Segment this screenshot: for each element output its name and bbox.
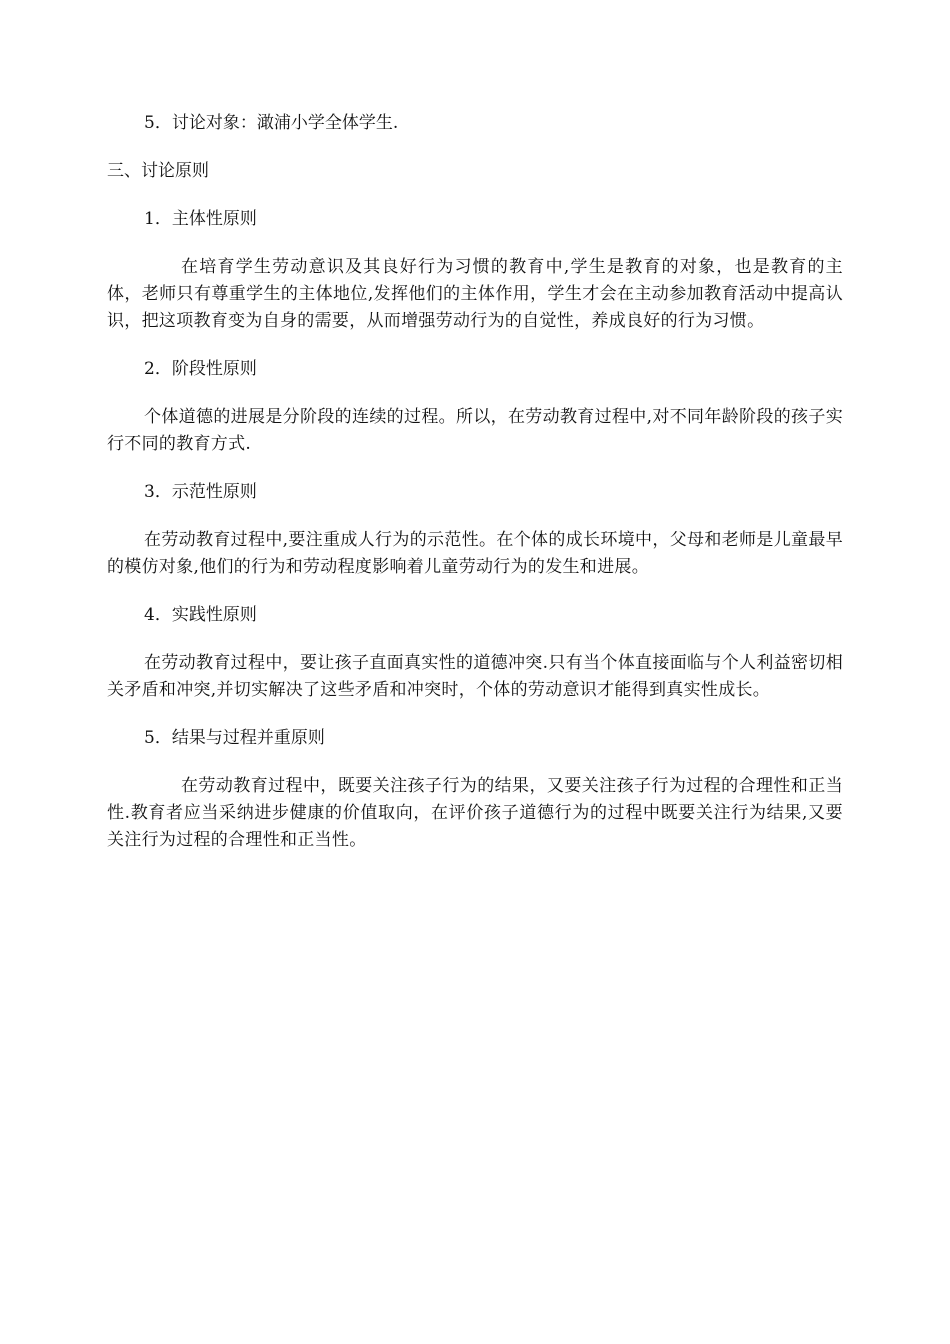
item-heading-subjectivity-principle: 1．主体性原则 <box>144 209 257 229</box>
paragraph-subjectivity: 在培育学生劳动意识及其良好行为习惯的教育中,学生是教育的对象，也是教育的主体，老师只有尊重学生的主体地位,发挥他们的主体作用，学生才会在主动参加教育活动中提高认识，把这项教育变为自身的需要，从而增强劳动行为的自觉性，养成良好的行为习惯。 <box>107 257 843 331</box>
item-heading-result-process-principle: 5．结果与过程并重原则 <box>144 728 325 748</box>
item-heading-research-subjects: 5．讨论对象：澉浦小学全体学生. <box>144 113 399 133</box>
item-heading-practice-principle: 4．实践性原则 <box>144 605 257 625</box>
item-heading-demonstration-principle: 3．示范性原则 <box>144 482 257 502</box>
paragraph-practice: 在劳动教育过程中，要让孩子直面真实性的道德冲突.只有当个体直接面临与个人利益密切相关矛盾和冲突,并切实解决了这些矛盾和冲突时，个体的劳动意识才能得到真实性成长。 <box>107 653 843 700</box>
paragraph-demonstration: 在劳动教育过程中,要注重成人行为的示范性。在个体的成长环境中，父母和老师是儿童最早的模仿对象,他们的行为和劳动程度影响着儿童劳动行为的发生和进展。 <box>107 530 843 577</box>
section-heading-research-principles: 三、讨论原则 <box>107 161 209 181</box>
document-page <box>107 110 843 875</box>
item-heading-stage-principle: 2．阶段性原则 <box>144 359 257 379</box>
paragraph-stage: 个体道德的进展是分阶段的连续的过程。所以，在劳动教育过程中,对不同年龄阶段的孩子实行不同的教育方式. <box>107 407 843 454</box>
paragraph-result-process: 在劳动教育过程中，既要关注孩子行为的结果，又要关注孩子行为过程的合理性和正当性.教育者应当采纳进步健康的价值取向，在评价孩子道德行为的过程中既要关注行为结果,又要关注行为过程的合理性和正当性。 <box>107 776 843 850</box>
